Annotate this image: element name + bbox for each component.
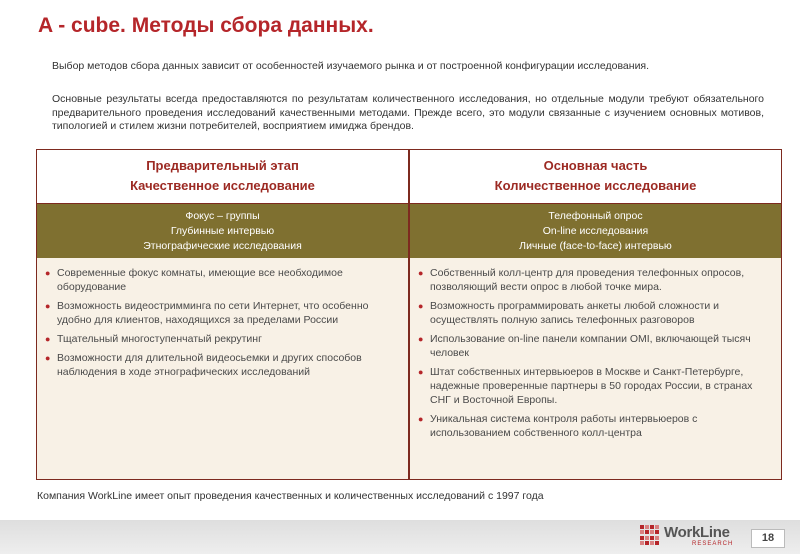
bullet-icon: ●: [418, 367, 424, 377]
qualitative-heading-stage: Предварительный этап: [146, 158, 299, 173]
bullet-text: Использование on-line панели компании OMI, включающей тысяч человек: [430, 333, 751, 359]
bullet-text: Возможность программировать анкеты любой сложности и осуществлять полную запись телефонных разговоров: [430, 300, 720, 326]
quantitative-methods-band: [410, 204, 781, 258]
logo-name: WorkLine: [664, 524, 730, 541]
list-item: [418, 266, 771, 294]
workline-logo: [640, 522, 740, 552]
method-item: Телефонный опрос: [548, 210, 643, 222]
quantitative-bullet-list: [410, 258, 781, 440]
page-number: 18: [751, 529, 785, 548]
bullet-text: Собственный колл-центр для проведения телефонных опросов, позволяющий вести опрос в любой точке мира.: [430, 267, 745, 293]
list-item: [418, 299, 771, 327]
quantitative-panel-header: [410, 150, 781, 204]
bullet-icon: ●: [45, 301, 51, 311]
intro-paragraph-1: Выбор методов сбора данных зависит от особенностей изучаемого рынка и от построенной конфигурации исследования.: [52, 60, 650, 72]
qualitative-methods-band: [37, 204, 408, 258]
intro-paragraph-2: Основные результаты всегда предоставляются по результатам количественного исследования, но отдельные модули требуют обязательного предварительного проведения исследований качественными методами. Прежде всего, это модули связанные с изучением основных мотивов, типологией и стилем жизни потребителей, восприятием имиджа брендов.: [52, 93, 764, 132]
bullet-text: Возможность видеостримминга по сети Интернет, что особенно удобно для клиентов, находящихся за пределами России: [57, 300, 369, 326]
bullet-text: Возможности для длительной видеосьемки и других способов наблюдения в ходе этнографических исследований: [57, 352, 362, 378]
bullet-text: Штат собственных интервьюеров в Москве и Санкт-Петербурге, надежные проверенные партнеры в 50 городах России, в странах СНГ и Восточной Европы.: [430, 366, 753, 406]
bullet-icon: ●: [418, 268, 424, 278]
qualitative-panel: [36, 149, 409, 480]
list-item: [45, 332, 398, 346]
quantitative-heading-stage: Основная часть: [543, 158, 648, 173]
method-item: Личные (face-to-face) интервью: [519, 240, 672, 252]
bullet-icon: ●: [45, 268, 51, 278]
slide-title: A - cube. Методы сбора данных.: [38, 14, 374, 37]
list-item: [418, 332, 771, 360]
footer-note: Компания WorkLine имеет опыт проведения качественных и количественных исследований с 1997 года: [37, 490, 544, 502]
method-item: On-line исследования: [542, 225, 649, 237]
list-item: [418, 412, 771, 440]
qualitative-heading-type: Качественное исследование: [130, 178, 315, 193]
list-item: [418, 365, 771, 407]
bullet-text: Уникальная система контроля работы интервьюеров с использованием собственного колл-центра: [430, 413, 698, 439]
logo-subtitle: RESEARCH: [692, 541, 734, 547]
bullet-icon: ●: [418, 334, 424, 344]
bullet-icon: ●: [45, 353, 51, 363]
qualitative-bullet-list: [37, 258, 408, 379]
bullet-icon: ●: [418, 301, 424, 311]
list-item: [45, 266, 398, 294]
qualitative-panel-header: [37, 150, 408, 204]
quantitative-panel: [409, 149, 782, 480]
quantitative-heading-type: Количественное исследование: [494, 178, 697, 193]
method-item: Этнографические исследования: [143, 240, 302, 252]
list-item: [45, 351, 398, 379]
method-item: Глубинные интервью: [170, 225, 275, 237]
bullet-icon: ●: [418, 414, 424, 424]
bullet-icon: ●: [45, 334, 51, 344]
bullet-text: Тщательный многоступенчатый рекрутинг: [57, 333, 262, 345]
logo-grid-icon: [640, 525, 660, 545]
bullet-text: Современные фокус комнаты, имеющие все необходимое оборудование: [57, 267, 343, 293]
method-item: Фокус – группы: [185, 210, 260, 222]
list-item: [45, 299, 398, 327]
